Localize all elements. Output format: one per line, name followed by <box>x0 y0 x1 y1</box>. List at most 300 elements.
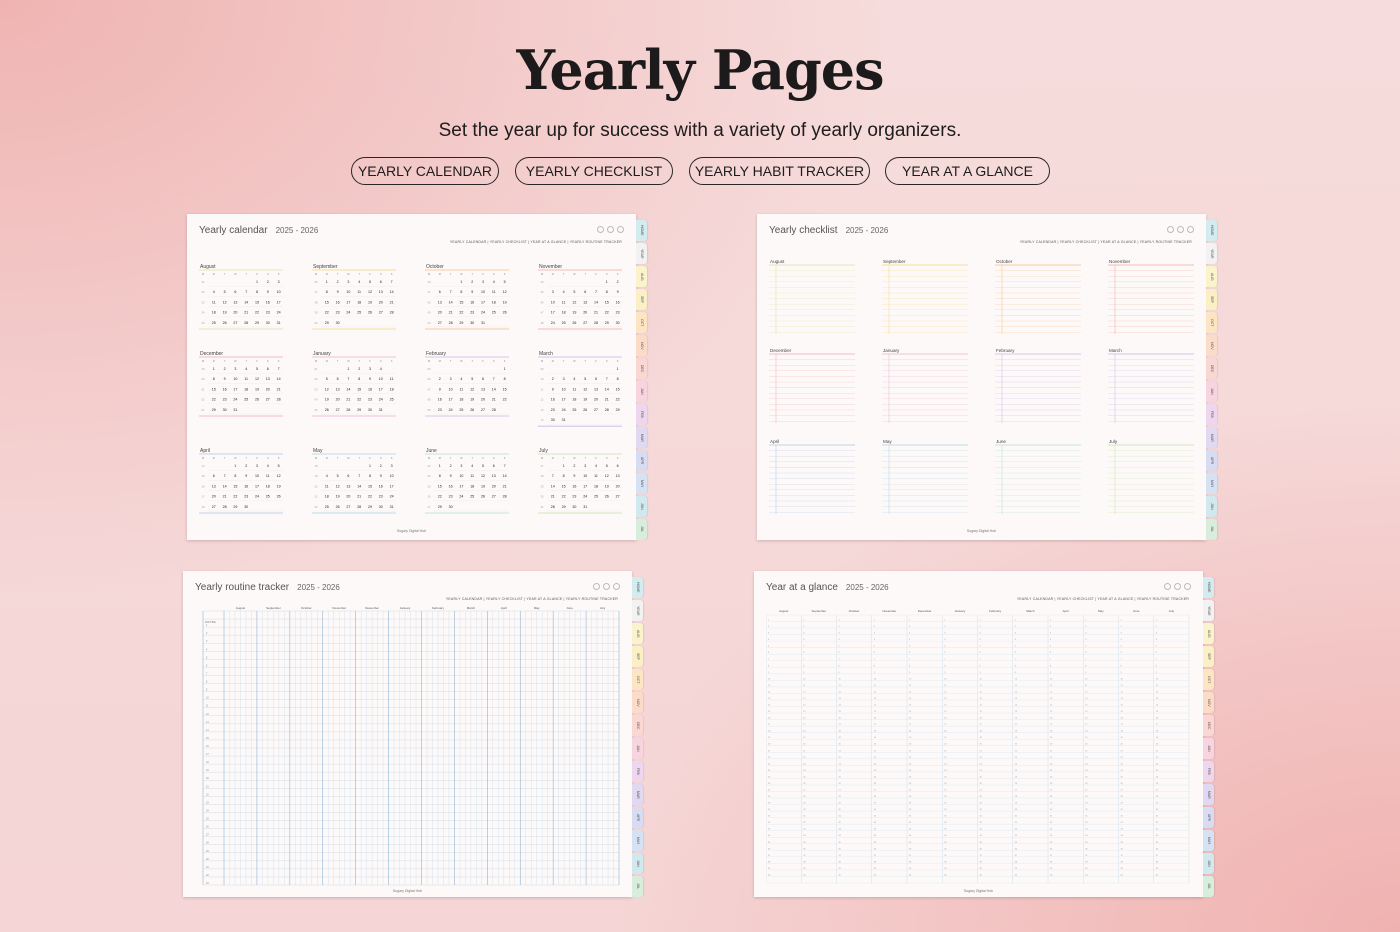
glance-day-number: 2 <box>873 626 875 629</box>
tab-jun[interactable]: JUN <box>1206 496 1217 517</box>
row-number: 16 <box>206 745 209 748</box>
month-header: February <box>989 609 1002 613</box>
glance-day-number: 28 <box>909 796 912 799</box>
glance-day-number: 10 <box>979 678 982 681</box>
glance-day-number: 36 <box>1050 848 1053 851</box>
tab-may[interactable]: MAY <box>1206 473 1217 494</box>
week-number: 49 <box>201 367 205 371</box>
tab-apr[interactable]: APR <box>1203 807 1214 828</box>
day-cell: 28 <box>550 504 555 509</box>
weekday-label: F <box>256 360 258 363</box>
day-cell: 18 <box>357 300 362 305</box>
glance-day-number: 30 <box>768 809 771 812</box>
card-icons <box>1164 583 1191 590</box>
tab-jan[interactable]: JAN <box>636 381 647 402</box>
tab-apr[interactable]: APR <box>632 807 643 828</box>
weekday-label: S <box>492 457 495 460</box>
glance-day-number: 22 <box>873 756 876 759</box>
glance-day-number: 21 <box>1085 750 1088 753</box>
weekday-label: T <box>245 457 247 460</box>
glance-day-number: 10 <box>944 678 947 681</box>
tab-jul[interactable]: JUL <box>632 876 643 897</box>
year-at-a-glance-card[interactable] <box>754 571 1211 897</box>
glance-day-number: 38 <box>1155 861 1158 864</box>
card-nav[interactable]: YEARLY CALENDAR | YEARLY CHECKLIST | YEAR AT A GLANCE | YEARLY ROUTINE TRACKER <box>1019 240 1192 244</box>
glance-day-number: 37 <box>1050 854 1053 857</box>
day-cell: 8 <box>234 474 237 479</box>
page-title: Yearly Pages <box>516 38 884 102</box>
tab-home[interactable]: HOME <box>1203 577 1214 598</box>
day-cell: 4 <box>358 280 361 284</box>
week-number: 38 <box>314 300 318 305</box>
day-cell: 16 <box>470 300 475 305</box>
glance-day-number: 8 <box>1014 665 1016 668</box>
tab-may[interactable]: MAY <box>632 830 643 851</box>
glance-day-number: 10 <box>909 678 912 681</box>
glance-day-number: 26 <box>1085 782 1088 785</box>
calendar-grid <box>199 262 624 522</box>
week-number: 41 <box>427 290 431 295</box>
glance-day-number: 11 <box>1050 684 1053 687</box>
glance-day-number: 31 <box>873 815 876 818</box>
weekday-label: W <box>427 457 431 460</box>
tab-mar[interactable]: MAR <box>1203 784 1214 805</box>
tab-aug[interactable]: AUG <box>632 623 643 644</box>
tab-jun[interactable]: JUN <box>632 853 643 874</box>
weekday-label: M <box>212 457 215 460</box>
day-cell: 25 <box>561 320 566 325</box>
day-cell: 7 <box>390 280 393 284</box>
glance-day-number: 14 <box>838 704 841 707</box>
glance-day-number: 17 <box>1085 724 1088 727</box>
glance-day-number: 14 <box>909 704 912 707</box>
tab-dec[interactable]: DEC <box>632 715 643 736</box>
day-cell: 6 <box>234 290 237 295</box>
glance-day-number: 39 <box>838 867 841 870</box>
day-cell: 10 <box>233 377 238 382</box>
side-tabs <box>1203 577 1214 899</box>
glance-day-number: 15 <box>838 711 841 714</box>
tab-feb[interactable]: FEB <box>1206 404 1217 425</box>
glance-day-number: 1 <box>873 619 875 622</box>
day-cell: 18 <box>572 397 577 402</box>
glance-day-number: 39 <box>1155 867 1158 870</box>
weekday-label: T <box>449 360 452 363</box>
glance-day-number: 31 <box>1050 815 1053 818</box>
glance-day-number: 21 <box>1014 750 1017 753</box>
calendar-icon[interactable] <box>1177 226 1184 233</box>
day-cell: 7 <box>503 464 506 468</box>
glance-day-number: 12 <box>944 691 947 694</box>
tab-year[interactable]: YEAR <box>632 600 643 621</box>
row-number: 19 <box>206 769 209 773</box>
tab-apr[interactable]: APR <box>636 450 647 471</box>
weekday-label: F <box>482 360 484 363</box>
home-icon[interactable] <box>1164 583 1171 590</box>
day-cell: 25 <box>572 407 577 412</box>
weekday-label: T <box>336 273 339 276</box>
month-header: February <box>431 606 444 610</box>
day-cell: 21 <box>502 484 507 489</box>
glance-day-number: 15 <box>1120 711 1123 714</box>
tab-mar[interactable]: MAR <box>1206 427 1217 448</box>
glance-day-number: 5 <box>768 645 770 648</box>
month-header: November <box>882 609 897 613</box>
glance-day-number: 21 <box>768 750 771 753</box>
tab-dec[interactable]: DEC <box>1203 715 1214 736</box>
month-label: January <box>883 348 900 353</box>
tab-jul[interactable]: JUL <box>1203 876 1214 897</box>
glance-day-number: 23 <box>768 763 771 766</box>
tab-jun[interactable]: JUN <box>1203 853 1214 874</box>
weekday-label: W <box>427 360 431 363</box>
day-cell: 16 <box>265 300 270 305</box>
day-cell: 18 <box>459 397 464 402</box>
glance-day-number: 19 <box>1155 737 1158 740</box>
pill-yearly-habit-tracker[interactable]: YEARLY HABIT TRACKER <box>689 157 870 185</box>
glance-day-number: 40 <box>1085 874 1088 877</box>
month-header: October <box>300 606 312 610</box>
tab-jun[interactable]: JUN <box>636 496 647 517</box>
day-cell: 25 <box>491 310 496 315</box>
day-cell: 26 <box>368 310 372 315</box>
week-number: 08 <box>427 397 431 402</box>
day-cell: 25 <box>389 397 394 402</box>
day-cell: 28 <box>502 494 507 499</box>
glance-day-number: 28 <box>1050 796 1053 799</box>
day-cell: 6 <box>616 464 619 468</box>
tab-jul[interactable]: JUL <box>1206 519 1217 540</box>
checklist-month <box>882 259 968 334</box>
glance-day-number: 33 <box>1014 828 1017 831</box>
glance-day-number: 30 <box>1155 809 1158 812</box>
day-cell: 1 <box>460 280 463 284</box>
day-cell: 16 <box>378 484 383 489</box>
glance-day-number: 24 <box>979 769 982 772</box>
tab-nov[interactable]: NOV <box>1203 692 1214 713</box>
glance-day-number: 22 <box>803 756 806 759</box>
settings-icon[interactable] <box>613 583 620 590</box>
day-cell: 23 <box>448 494 453 499</box>
glance-day-number: 33 <box>979 828 982 831</box>
tab-home[interactable]: HOME <box>632 577 643 598</box>
calendar-icon[interactable] <box>607 226 614 233</box>
glance-day-number: 9 <box>944 671 946 674</box>
glance-day-number: 23 <box>838 763 841 766</box>
tab-oct[interactable]: OCT <box>636 312 647 333</box>
glance-day-number: 22 <box>1050 756 1053 759</box>
day-cell: 17 <box>276 300 281 305</box>
tab-feb[interactable]: FEB <box>1203 761 1214 782</box>
week-number: 25 <box>427 484 431 489</box>
glance-day-number: 5 <box>1014 645 1016 648</box>
day-cell: 5 <box>573 290 576 295</box>
glance-day-number: 2 <box>1085 626 1087 629</box>
tab-may[interactable]: MAY <box>1203 830 1214 851</box>
yearly-routine-tracker-card[interactable] <box>183 571 640 897</box>
day-cell: 22 <box>437 494 442 499</box>
glance-day-number: 16 <box>838 717 841 720</box>
tab-feb[interactable]: FEB <box>636 404 647 425</box>
settings-icon[interactable] <box>1187 226 1194 233</box>
glance-day-number: 27 <box>803 789 806 792</box>
day-cell: 19 <box>583 397 588 402</box>
day-cell: 14 <box>448 300 453 305</box>
day-cell: 4 <box>245 367 248 371</box>
tab-year[interactable]: YEAR <box>1206 243 1217 264</box>
day-cell: 21 <box>448 310 453 315</box>
day-cell: 27 <box>615 494 620 499</box>
glance-day-number: 17 <box>768 724 771 727</box>
card-nav[interactable]: YEARLY CALENDAR | YEARLY CHECKLIST | YEAR AT A GLANCE | YEARLY ROUTINE TRACKER <box>449 240 622 244</box>
yearly-checklist-card[interactable] <box>757 214 1214 540</box>
settings-icon[interactable] <box>1184 583 1191 590</box>
day-cell: 17 <box>459 484 464 489</box>
month-block <box>199 264 283 329</box>
weekday-label: T <box>584 273 586 276</box>
day-cell: 14 <box>502 474 507 479</box>
glance-day-number: 38 <box>944 861 947 864</box>
day-cell: 10 <box>481 290 485 295</box>
glance-day-number: 17 <box>1120 724 1123 727</box>
row-number: 24 <box>206 809 209 813</box>
glance-day-number: 3 <box>909 632 911 635</box>
glance-day-number: 29 <box>768 802 771 805</box>
glance-day-number: 7 <box>1120 658 1122 661</box>
weekday-label: W <box>347 273 350 276</box>
month-label: September <box>883 259 906 264</box>
day-cell: 1 <box>369 464 371 468</box>
day-cell: 15 <box>604 300 609 305</box>
glance-day-number: 14 <box>873 704 876 707</box>
home-icon[interactable] <box>597 226 604 233</box>
day-cell: 14 <box>389 290 394 295</box>
week-number: 01 <box>314 367 318 371</box>
tab-oct[interactable]: OCT <box>1203 669 1214 690</box>
glance-day-number: 37 <box>1120 854 1123 857</box>
glance-day-number: 38 <box>1085 861 1088 864</box>
day-cell: 11 <box>211 300 216 305</box>
weekday-label: W <box>540 360 544 363</box>
tab-oct[interactable]: OCT <box>1206 312 1217 333</box>
day-cell: 5 <box>325 377 328 382</box>
row-number: 6 <box>206 664 208 668</box>
glance-day-number: 35 <box>909 841 912 844</box>
week-number: 20 <box>314 484 318 489</box>
day-cell: 2 <box>245 464 248 468</box>
day-cell: 13 <box>233 300 238 305</box>
glance-day-number: 31 <box>1085 815 1088 818</box>
tab-sep[interactable]: SEP <box>632 646 643 667</box>
tab-sep[interactable]: SEP <box>1206 289 1217 310</box>
glance-day-number: 34 <box>803 835 806 838</box>
glance-day-number: 4 <box>1014 639 1016 642</box>
tab-aug[interactable]: AUG <box>636 266 647 287</box>
glance-day-number: 26 <box>1155 782 1158 785</box>
tab-sep[interactable]: SEP <box>636 289 647 310</box>
tab-oct[interactable]: OCT <box>632 669 643 690</box>
week-number: 18 <box>314 464 318 468</box>
day-cell: 11 <box>572 387 577 392</box>
glance-day-number: 19 <box>838 737 841 740</box>
day-cell: 1 <box>503 367 506 371</box>
glance-day-number: 35 <box>1120 841 1123 844</box>
tab-jan[interactable]: JAN <box>632 738 643 759</box>
row-number: 13 <box>206 720 209 724</box>
glance-day-number: 9 <box>803 671 805 674</box>
weekday-label: W <box>234 273 237 276</box>
glance-day-number: 40 <box>838 874 841 877</box>
glance-day-number: 13 <box>944 697 947 700</box>
day-cell: 5 <box>482 464 484 468</box>
glance-day-number: 1 <box>1120 619 1122 622</box>
glance-day-number: 22 <box>1085 756 1088 759</box>
tab-may[interactable]: MAY <box>636 473 647 494</box>
month-label: February <box>996 348 1015 353</box>
day-cell: 6 <box>347 474 350 479</box>
settings-icon[interactable] <box>617 226 624 233</box>
tab-home[interactable]: HOME <box>1206 220 1217 241</box>
weekday-label: S <box>390 360 393 363</box>
home-icon[interactable] <box>593 583 600 590</box>
day-cell: 24 <box>276 310 281 315</box>
tab-nov[interactable]: NOV <box>632 692 643 713</box>
day-cell: 10 <box>448 387 453 392</box>
glance-day-number: 31 <box>838 815 841 818</box>
day-cell: 7 <box>449 290 452 295</box>
glance-day-number: 30 <box>1050 809 1053 812</box>
glance-day-number: 21 <box>909 750 912 753</box>
glance-svg <box>766 607 1191 887</box>
glance-day-number: 2 <box>1014 626 1016 629</box>
glance-day-number: 25 <box>803 776 806 779</box>
pill-yearly-checklist[interactable]: YEARLY CHECKLIST <box>515 157 673 185</box>
glance-day-number: 8 <box>803 665 805 668</box>
day-cell: 22 <box>604 310 609 315</box>
pill-year-at-a-glance[interactable]: YEAR AT A GLANCE <box>885 157 1050 185</box>
day-cell: 26 <box>222 320 227 325</box>
tab-year[interactable]: YEAR <box>1203 600 1214 621</box>
day-cell: 11 <box>594 474 598 479</box>
glance-day-number: 27 <box>873 789 876 792</box>
glance-day-number: 22 <box>1120 756 1123 759</box>
tab-mar[interactable]: MAR <box>636 427 647 448</box>
tab-feb[interactable]: FEB <box>632 761 643 782</box>
week-number: 36 <box>314 280 318 284</box>
glance-day-number: 14 <box>1050 704 1053 707</box>
month-block <box>538 264 622 329</box>
glance-day-number: 33 <box>1085 828 1088 831</box>
glance-day-number: 20 <box>979 743 982 746</box>
glance-day-number: 36 <box>1085 848 1088 851</box>
day-cell: 20 <box>615 484 620 489</box>
calendar-icon[interactable] <box>603 583 610 590</box>
calendar-icon[interactable] <box>1174 583 1181 590</box>
glance-day-number: 3 <box>803 632 805 635</box>
glance-day-number: 35 <box>1155 841 1158 844</box>
glance-day-number: 12 <box>873 691 876 694</box>
day-cell: 4 <box>595 464 597 468</box>
tab-jan[interactable]: JAN <box>1206 381 1217 402</box>
tab-year[interactable]: YEAR <box>636 243 647 264</box>
card-nav[interactable]: YEARLY CALENDAR | YEARLY CHECKLIST | YEAR AT A GLANCE | YEARLY ROUTINE TRACKER <box>445 597 618 601</box>
glance-day-number: 2 <box>979 626 981 629</box>
day-cell: 3 <box>234 367 237 371</box>
weekday-label: T <box>562 457 565 460</box>
week-number: 30 <box>540 494 544 499</box>
glance-day-number: 30 <box>944 809 947 812</box>
weekday-label: M <box>325 273 328 276</box>
glance-day-number: 9 <box>1085 671 1087 674</box>
glance-day-number: 20 <box>1120 743 1123 746</box>
day-cell: 2 <box>336 280 339 284</box>
row-number: 10 <box>206 696 209 700</box>
glance-day-number: 29 <box>979 802 982 805</box>
home-icon[interactable] <box>1167 226 1174 233</box>
weekday-label: S <box>266 273 269 276</box>
tab-jul[interactable]: JUL <box>636 519 647 540</box>
tab-aug[interactable]: AUG <box>1203 623 1214 644</box>
tab-nov[interactable]: NOV <box>1206 335 1217 356</box>
glance-day-number: 33 <box>944 828 947 831</box>
glance-day-number: 34 <box>838 835 841 838</box>
glance-day-number: 14 <box>979 704 982 707</box>
glance-day-number: 34 <box>1120 835 1123 838</box>
tab-nov[interactable]: NOV <box>636 335 647 356</box>
yearly-calendar-card[interactable] <box>187 214 644 540</box>
glance-day-number: 38 <box>803 861 806 864</box>
day-cell: 5 <box>223 290 226 295</box>
day-cell: 18 <box>561 310 566 315</box>
glance-day-number: 5 <box>1120 645 1122 648</box>
glance-day-number: 28 <box>1014 796 1017 799</box>
week-number: 23 <box>427 464 431 468</box>
glance-day-number: 26 <box>1120 782 1123 785</box>
tab-dec[interactable]: DEC <box>636 358 647 379</box>
glance-day-number: 1 <box>838 619 840 622</box>
glance-day-number: 10 <box>1014 678 1017 681</box>
glance-day-number: 24 <box>909 769 912 772</box>
week-number: 32 <box>201 290 205 295</box>
tab-dec[interactable]: DEC <box>1206 358 1217 379</box>
glance-day-number: 29 <box>838 802 841 805</box>
tab-apr[interactable]: APR <box>1206 450 1217 471</box>
glance-day-number: 31 <box>768 815 771 818</box>
month-label: November <box>1109 259 1131 264</box>
day-cell: 6 <box>379 280 382 284</box>
tab-jan[interactable]: JAN <box>1203 738 1214 759</box>
day-cell: 23 <box>437 407 442 412</box>
checklist-month <box>1108 259 1194 334</box>
month-label: February <box>426 351 447 357</box>
glance-day-number: 22 <box>1014 756 1017 759</box>
day-cell: 19 <box>470 397 475 402</box>
glance-day-number: 22 <box>768 756 771 759</box>
glance-day-number: 4 <box>803 639 805 642</box>
tab-mar[interactable]: MAR <box>632 784 643 805</box>
pill-yearly-calendar[interactable]: YEARLY CALENDAR <box>351 157 499 185</box>
tab-aug[interactable]: AUG <box>1206 266 1217 287</box>
day-cell: 3 <box>277 280 280 284</box>
glance-day-number: 16 <box>1085 717 1088 720</box>
card-title <box>195 582 340 593</box>
day-cell: 25 <box>244 397 249 402</box>
tab-home[interactable]: HOME <box>636 220 647 241</box>
tab-sep[interactable]: SEP <box>1203 646 1214 667</box>
card-nav[interactable]: YEARLY CALENDAR | YEARLY CHECKLIST | YEAR AT A GLANCE | YEARLY ROUTINE TRACKER <box>1016 597 1189 601</box>
glance-day-number: 20 <box>944 743 947 746</box>
day-cell: 26 <box>276 494 281 499</box>
